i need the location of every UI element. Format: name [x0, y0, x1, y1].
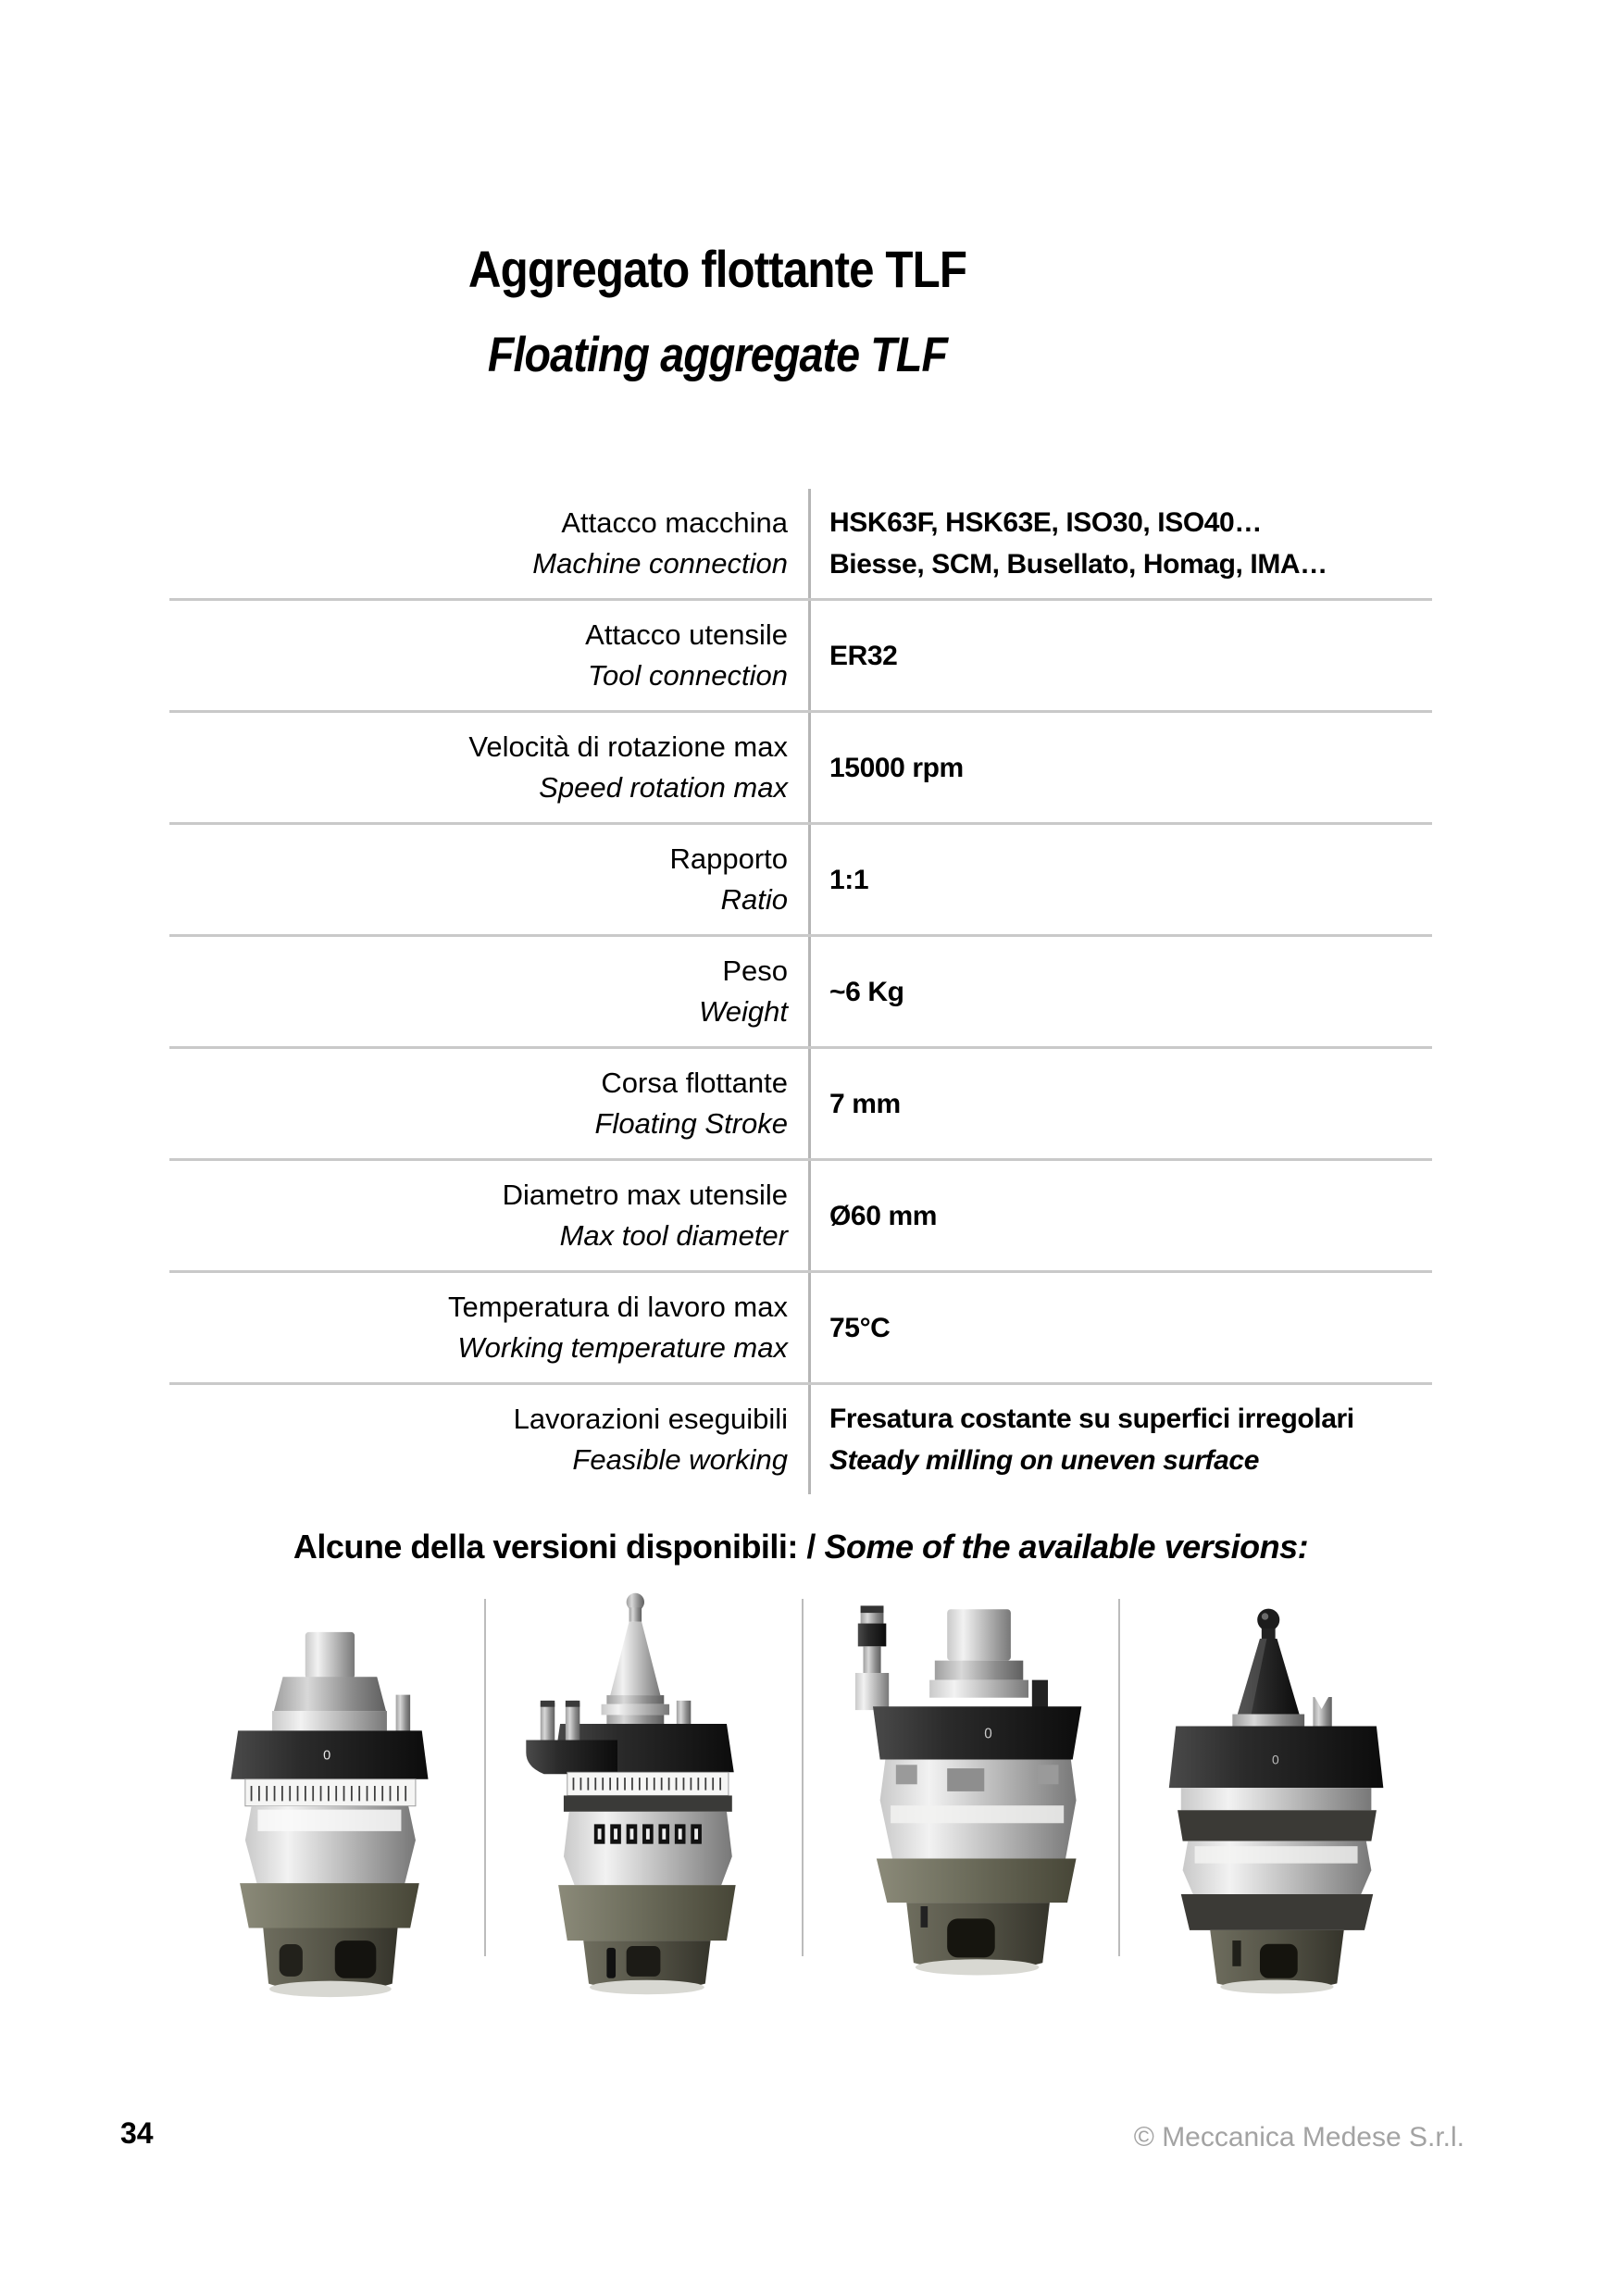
- spec-value: 1:1: [829, 864, 869, 895]
- spec-value-cell: [808, 1049, 1432, 1158]
- spec-value-2: Steady milling on uneven surface: [829, 1445, 1259, 1476]
- spec-label-it: Rapporto: [669, 842, 788, 875]
- spec-value-cell: [808, 1385, 1432, 1494]
- spec-label-cell: [169, 601, 808, 710]
- spec-label-it: Attacco macchina: [561, 505, 788, 539]
- spec-label-cell: [169, 1385, 808, 1494]
- tlf-hsk-fitting-version-photo: [815, 1595, 1106, 1984]
- spec-label-cell: [169, 489, 808, 598]
- spec-value-cell: [808, 489, 1432, 598]
- versions-heading-en: Some of the available versions:: [824, 1528, 1309, 1566]
- spec-label-cell: [169, 1161, 808, 1270]
- spec-label-en: Speed rotation max: [539, 771, 788, 804]
- spec-label-cell: [169, 937, 808, 1046]
- spec-label-en: Working temperature max: [457, 1331, 788, 1364]
- svg-text:0: 0: [984, 1726, 992, 1742]
- spec-label-it: Lavorazioni eseguibili: [513, 1402, 788, 1435]
- spec-label-it: Corsa flottante: [601, 1066, 788, 1099]
- table-row: [169, 1049, 1432, 1161]
- table-row: [169, 937, 1432, 1049]
- spec-value: 15000 rpm: [829, 752, 964, 783]
- table-row: [169, 713, 1432, 825]
- photo-divider: [1118, 1599, 1120, 1956]
- spec-value-cell: [808, 1161, 1432, 1270]
- svg-text:0: 0: [323, 1748, 331, 1764]
- spec-value-cell: [808, 1273, 1432, 1382]
- spec-label-en: Floating Stroke: [594, 1107, 788, 1140]
- table-row: [169, 1161, 1432, 1273]
- title-block: [93, 239, 1342, 383]
- spec-label-en: Ratio: [720, 883, 788, 916]
- photo-cell-1: [169, 1588, 486, 2009]
- spec-label-en: Feasible working: [572, 1443, 788, 1476]
- spec-label-it: Diametro max utensile: [502, 1178, 788, 1211]
- spec-value: 75°C: [829, 1312, 891, 1343]
- spec-label-en: Tool connection: [587, 659, 788, 692]
- spec-value-cell: [808, 713, 1432, 822]
- photo-cell-3: [803, 1588, 1119, 2009]
- spec-value: Ø60 mm: [829, 1200, 937, 1231]
- spec-label-it: Temperatura di lavoro max: [448, 1290, 788, 1323]
- tlf-hsk-version-photo: [184, 1625, 471, 2002]
- spec-value: Fresatura costante su superfici irregolari: [829, 1404, 1354, 1434]
- spec-label-cell: [169, 1273, 808, 1382]
- table-row: [169, 601, 1432, 713]
- spec-label-cell: [169, 1049, 808, 1158]
- table-row: [169, 825, 1432, 937]
- spec-label-en: Weight: [699, 995, 788, 1028]
- spec-label-en: Max tool diameter: [559, 1219, 788, 1252]
- spec-value: ER32: [829, 640, 898, 671]
- spec-value-cell: [808, 601, 1432, 710]
- spec-value: 7 mm: [829, 1088, 901, 1119]
- spec-label-it: Velocità di rotazione max: [468, 730, 788, 763]
- photo-cell-4: [1118, 1588, 1435, 2009]
- spec-value-2: Biesse, SCM, Busellato, Homag, IMA…: [829, 549, 1327, 580]
- page-number: 34: [120, 2116, 154, 2150]
- page-title: Aggregato flottante TLF: [467, 240, 967, 298]
- spec-value: HSK63F, HSK63E, ISO30, ISO40…: [829, 507, 1262, 538]
- spec-label-cell: [169, 713, 808, 822]
- spec-label-en: Machine connection: [532, 547, 788, 580]
- page-subtitle: Floating aggregate TLF: [487, 328, 948, 382]
- table-row: [169, 1385, 1432, 1494]
- tlf-iso-version-photo: [1131, 1604, 1423, 1999]
- tlf-iso-bracket-version-photo: [501, 1588, 788, 2000]
- versions-heading-it: Alcune della versioni disponibili: /: [293, 1528, 816, 1566]
- table-row: [169, 489, 1432, 601]
- copyright-notice: © Meccanica Medese S.r.l.: [1133, 2122, 1464, 2152]
- photo-divider: [802, 1599, 804, 1956]
- spec-value-cell: [808, 937, 1432, 1046]
- versions-heading: [169, 1528, 1432, 1566]
- photo-cell-2: [486, 1588, 803, 2009]
- spec-label-it: Attacco utensile: [585, 618, 788, 651]
- spec-label-cell: [169, 825, 808, 934]
- photo-divider: [484, 1599, 486, 1956]
- spec-label-it: Peso: [722, 954, 788, 987]
- svg-text:0: 0: [1271, 1752, 1279, 1767]
- table-row: [169, 1273, 1432, 1385]
- spec-value: ~6 Kg: [829, 976, 904, 1007]
- spec-table: [169, 489, 1432, 1494]
- product-photos-row: [169, 1588, 1435, 2009]
- spec-value-cell: [808, 825, 1432, 934]
